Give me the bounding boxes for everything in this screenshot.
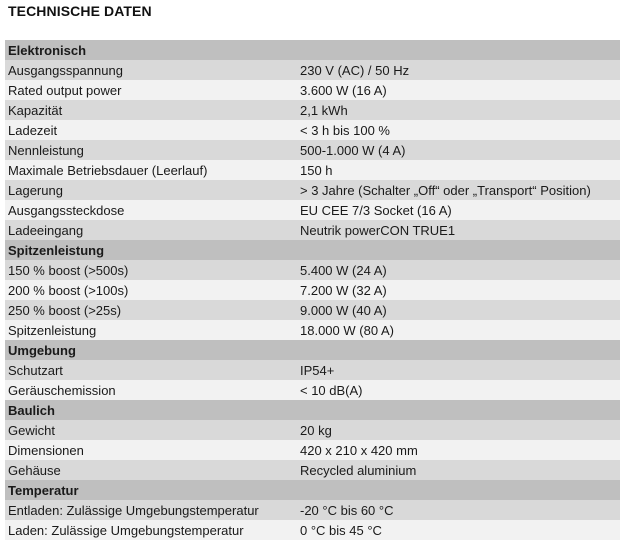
- spec-value: 3.600 W (16 A): [300, 82, 387, 98]
- spec-label: 150 % boost (>500s): [8, 262, 129, 278]
- spec-label: Geräuschemission: [8, 382, 116, 398]
- spec-label: Dimensionen: [8, 442, 84, 458]
- spec-value: 20 kg: [300, 422, 332, 438]
- spec-row: [5, 520, 620, 540]
- spec-value: 9.000 W (40 A): [300, 302, 387, 318]
- spec-label: Spitzenleistung: [8, 322, 97, 338]
- spec-row: [5, 460, 620, 480]
- spec-row: [5, 200, 620, 220]
- section-header-temperatur: [5, 480, 620, 500]
- spec-row: [5, 500, 620, 520]
- spec-label: Ladeeingang: [8, 222, 84, 238]
- spec-label: 200 % boost (>100s): [8, 282, 129, 298]
- spec-label: Ausgangsspannung: [8, 62, 123, 78]
- spec-row: [5, 60, 620, 80]
- section-heading: Temperatur: [8, 482, 79, 498]
- spec-value: 230 V (AC) / 50 Hz: [300, 62, 410, 78]
- spec-row: [5, 260, 620, 280]
- spec-label: Lagerung: [8, 182, 63, 198]
- spec-row: [5, 440, 620, 460]
- spec-row: [5, 160, 620, 180]
- spec-value: 7.200 W (32 A): [300, 282, 387, 298]
- spec-row: [5, 220, 620, 240]
- spec-label: Rated output power: [8, 82, 122, 98]
- spec-label: Ladezeit: [8, 122, 58, 138]
- spec-value: 0 °C bis 45 °C: [300, 522, 382, 538]
- spec-row: [5, 280, 620, 300]
- spec-value: IP54+: [300, 362, 335, 378]
- spec-value: 150 h: [300, 162, 333, 178]
- spec-value: 18.000 W (80 A): [300, 322, 394, 338]
- section-header-umgebung: [5, 340, 620, 360]
- spec-row: [5, 360, 620, 380]
- spec-row: [5, 140, 620, 160]
- section-heading: Umgebung: [8, 342, 76, 358]
- spec-label: Gewicht: [8, 422, 55, 438]
- spec-label: Nennleistung: [8, 142, 84, 158]
- page-title: TECHNISCHE DATEN: [8, 3, 152, 19]
- spec-row: [5, 100, 620, 120]
- spec-value: < 10 dB(A): [300, 382, 363, 398]
- spec-label: Gehäuse: [8, 462, 61, 478]
- spec-label: Schutzart: [8, 362, 63, 378]
- section-heading: Spitzenleistung: [8, 242, 105, 258]
- spec-row: [5, 120, 620, 140]
- spec-row: [5, 420, 620, 440]
- spec-value: EU CEE 7/3 Socket (16 A): [300, 202, 452, 218]
- spec-row: [5, 380, 620, 400]
- spec-label: Laden: Zulässige Umgebungstemperatur: [8, 522, 244, 538]
- section-header-baulich: [5, 400, 620, 420]
- spec-row: [5, 180, 620, 200]
- spec-value: Neutrik powerCON TRUE1: [300, 222, 456, 238]
- spec-value: < 3 h bis 100 %: [300, 122, 390, 138]
- spec-value: 5.400 W (24 A): [300, 262, 387, 278]
- spec-value: 500-1.000 W (4 A): [300, 142, 406, 158]
- section-header-spitzenleistung: [5, 240, 620, 260]
- spec-row: [5, 300, 620, 320]
- spec-value: > 3 Jahre (Schalter „Off“ oder „Transport“ Position): [300, 182, 591, 198]
- section-header-elektronisch: [5, 40, 620, 60]
- spec-value: Recycled aluminium: [300, 462, 417, 478]
- spec-label: Entladen: Zulässige Umgebungstemperatur: [8, 502, 259, 518]
- spec-row: [5, 80, 620, 100]
- section-heading: Baulich: [8, 402, 55, 418]
- spec-label: Maximale Betriebsdauer (Leerlauf): [8, 162, 208, 178]
- spec-value: 420 x 210 x 420 mm: [300, 442, 418, 458]
- spec-value: 2,1 kWh: [300, 102, 348, 118]
- spec-value: -20 °C bis 60 °C: [300, 502, 394, 518]
- spec-label: Kapazität: [8, 102, 63, 118]
- spec-label: Ausgangssteckdose: [8, 202, 125, 218]
- spec-table: [5, 40, 620, 540]
- spec-row: [5, 320, 620, 340]
- spec-label: 250 % boost (>25s): [8, 302, 122, 318]
- section-heading: Elektronisch: [8, 42, 87, 58]
